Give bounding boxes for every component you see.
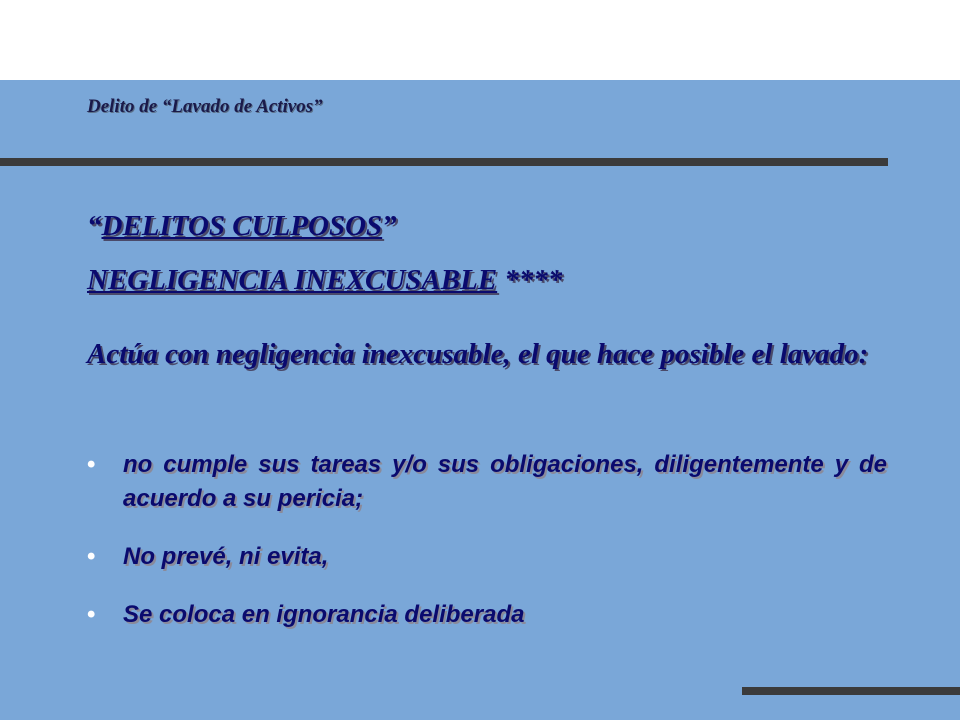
bullet-text: Se coloca en ignorancia deliberada: [123, 601, 525, 628]
bullet-text: no cumple sus tareas y/o sus obligaciones, diligentemente y de acuerdo a su pericia;: [123, 451, 887, 512]
negligencia-suffix: ****: [497, 264, 563, 296]
negligencia-text: NEGLIGENCIA INEXCUSABLE: [87, 264, 498, 296]
bullet-dot-icon: •: [87, 601, 96, 628]
bottom-divider: [742, 687, 960, 695]
list-item: [87, 448, 887, 516]
bullet-dot-icon: •: [87, 543, 96, 570]
open-quote: “: [87, 210, 102, 242]
bullet-dot-icon: •: [87, 451, 96, 478]
list-item: [87, 540, 887, 574]
list-item: [87, 598, 887, 632]
heading-negligencia: [87, 264, 562, 297]
close-quote: ”: [382, 210, 397, 242]
slide-header-title: Delito de “Lavado de Activos”: [87, 96, 323, 117]
bullet-text: No prevé, ni evita,: [123, 543, 329, 570]
culposos-text: DELITOS CULPOSOS: [101, 210, 383, 242]
top-divider: [0, 158, 888, 166]
intro-text: Actúa con negligencia inexcusable, el que hace posible el lavado:: [87, 338, 869, 370]
bullet-list: [87, 448, 887, 632]
heading-delitos-culposos: [87, 210, 397, 243]
